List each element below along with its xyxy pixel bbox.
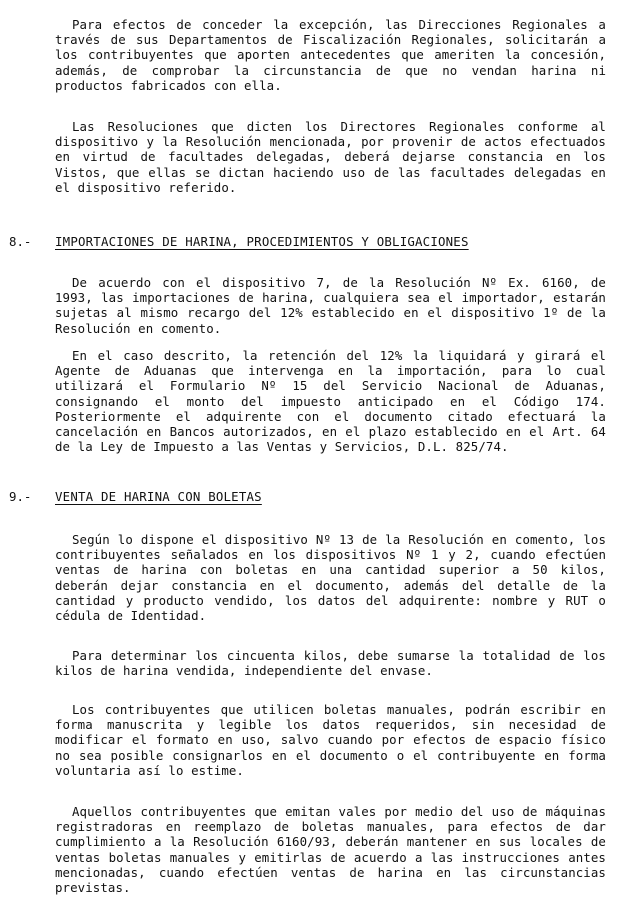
paragraph-importaciones: De acuerdo con el dispositivo 7, de la Resolución Nº Ex. 6160, de 1993, las importaciones de harina, cualquiera sea el importador, estarán sujetas al mismo recargo del 12% establecido en el dispositivo 1º de la Resolución en comento. [55,275,606,336]
section-9-number: 9.- [9,489,32,504]
paragraph-resoluciones: Las Resoluciones que dicten los Directores Regionales conforme al dispositivo y la Resolución mencionada, por provenir de actos efectuados en virtud de facultades delegadas, deberá dejarse constancia en los Vistos, que ellas se dictan haciendo uso de las facultades delegadas en el dispositivo referido. [55,119,606,195]
section-8-heading [9,234,469,249]
section-9-title: VENTA DE HARINA CON BOLETAS [55,489,262,504]
section-9-heading [9,489,262,504]
paragraph-maquinas-registradoras: Aquellos contribuyentes que emitan vales por medio del uso de máquinas registradoras en reemplazo de boletas manuales, para efectos de dar cumplimiento a la Resolución 6160/93, deberán mantener en sus locales de ventas boletas manuales y emitirlas de acuerdo a las instrucciones antes mencionadas, cuando efectúen ventas de harina en las circunstancias previstas. [55,804,606,896]
paragraph-excepcion: Para efectos de conceder la excepción, las Direcciones Regionales a través de sus Departamentos de Fiscalización Regionales, solicitarán a los contribuyentes que aporten antecedentes que ameriten la concesión, además, de comprobar la circunstancia de que no vendan harina ni productos fabricados con ella. [55,17,606,93]
paragraph-cincuenta-kilos: Para determinar los cincuenta kilos, debe sumarse la totalidad de los kilos de harina vendida, independiente del envase. [55,648,606,679]
paragraph-boletas: Según lo dispone el dispositivo Nº 13 de la Resolución en comento, los contribuyentes señalados en los dispositivos Nº 1 y 2, cuando efectúen ventas de harina con boletas en una cantidad superior a 50 kilos, deberán dejar constancia en el documento, además del detalle de la cantidad y producto vendido, los datos del adquirente: nombre y RUT o cédula de Identidad. [55,532,606,624]
section-8-number: 8.- [9,234,32,249]
paragraph-boletas-manuales: Los contribuyentes que utilicen boletas manuales, podrán escribir en forma manuscrita y legible los datos requeridos, sin necesidad de modificar el formato en uso, salvo cuando por efectos de espacio físico no sea posible consignarlos en el documento o el contribuyente en forma voluntaria así lo estime. [55,702,606,778]
paragraph-retencion: En el caso descrito, la retención del 12% la liquidará y girará el Agente de Aduanas que intervenga en la importación, para lo cual utilizará el Formulario Nº 15 del Servicio Nacional de Aduanas, consignando el monto del impuesto anticipado en el Código 174. Posteriormente el adquirente con el documento citado efectuará la cancelación en Bancos autorizados, en el plazo establecido en el Art. 64 de la Ley de Impuesto a las Ventas y Servicios, D.L. 825/74. [55,348,606,455]
section-8-title: IMPORTACIONES DE HARINA, PROCEDIMIENTOS Y OBLIGACIONES [55,234,469,249]
